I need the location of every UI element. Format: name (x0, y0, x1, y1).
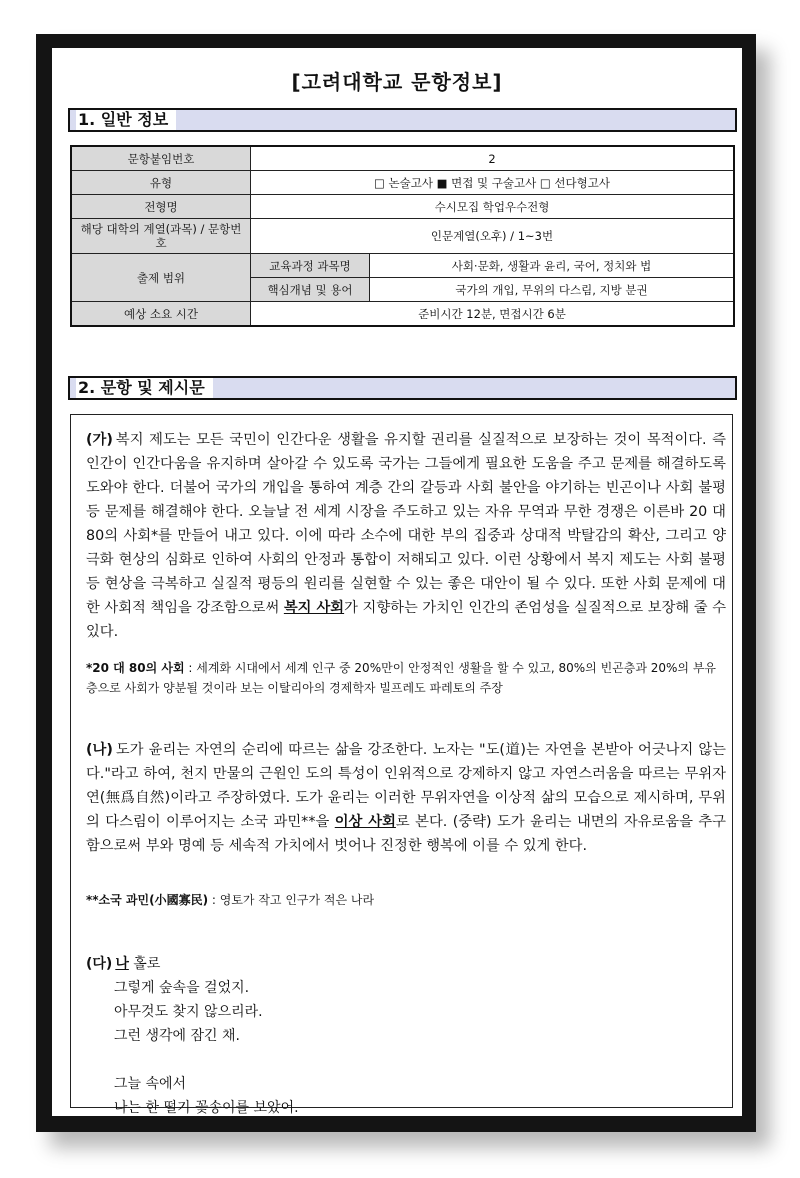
footnote-text: : 세계화 시대에서 세계 인구 중 20%만이 안정적인 생활을 할 수 있고, 80%의 빈곤층과 20%의 부유층으로 사회가 양분될 것이라 보는 이탈리아의 경제학자 빌프레도 파레토의 주장 (86, 661, 717, 695)
scope-key: 출제 범위 (71, 254, 251, 302)
passage-text: 가 지향하는 가치인 인간의 존엄성을 실질적으로 보장해 줄 수 있다. (86, 600, 727, 640)
row-value: 수시모집 학업우수전형 (251, 195, 735, 219)
section-label: 2. 문항 및 제시문 (76, 378, 213, 398)
underlined-term: 복지 사회 (283, 600, 345, 616)
poem-blank-line (86, 1048, 686, 1072)
row-value: □ 논술고사 ■ 면접 및 구술고사 □ 선다형고사 (251, 171, 735, 195)
table-row (71, 254, 734, 278)
section-general-info-header (68, 108, 737, 132)
scope-sub-label: 교육과정 과목명 (251, 254, 370, 278)
footnote-na (86, 890, 726, 910)
row-key: 문항붙임번호 (71, 146, 251, 171)
underlined-term: 나 (115, 956, 129, 972)
poem-line: 아무것도 찾지 않으리라. (114, 1004, 263, 1020)
poem-text: 홀로 (128, 956, 161, 972)
passage-text: 로 본다. (중략) 도가 윤리는 내면의 자유로움을 추구함으로써 부와 명예 등 세속적 가치에서 벗어나 진정한 행복에 이를 수 있게 한다. (86, 814, 726, 854)
scope-sub-value: 국가의 개입, 무위의 다스림, 지방 분권 (370, 278, 735, 302)
passage-text: 복지 제도는 모든 국민이 인간다운 생활을 유지할 권리를 실질적으로 보장하는 것이 목적이다. 즉 인간이 인간다움을 유지하며 살아갈 수 있도록 국가는 그들에게 필요한 도움을 주고 문제를 해결하도록 도와야 한다. 더불어 국가의 개입을 통하여 계층 간의 갈등과 사회 불안을 야기하는 빈곤이나 사회 불평등 문제를 해결해야 한다. 오늘날 전 세계 시장을 주도하고 있는 자유 무역과 무한 경쟁은 이른바 20 대 80의 사회*를 만들어 내고 있다. 이에 따라 소수에 대한 부의 집중과 상대적 박탈감의 확산, 그리고 양극화 현상의 심화로 인하여 사회의 안정과 통합이 저해되고 있다. 이런 상황에서 복지 제도는 사회 불평등 현상을 극복하고 실질적 평등의 원리를 실현할 수 있는 좋은 대안이 될 수 있다. 또한 사회 문제에 대한 사회적 책임을 강조함으로써 (86, 432, 726, 616)
passage-mark: (나) (86, 742, 113, 758)
row-value: 2 (251, 146, 735, 171)
underlined-term: 이상 사회 (334, 814, 396, 830)
passage-na (86, 738, 726, 858)
row-value: 인문계열(오후) / 1~3번 (251, 219, 735, 254)
table-row (71, 195, 734, 219)
scope-sub-label: 핵심개념 및 용어 (251, 278, 370, 302)
row-key: 예상 소요 시간 (71, 302, 251, 327)
row-value: 준비시간 12분, 면접시간 6분 (251, 302, 735, 327)
poem-first-line (86, 952, 686, 976)
passage-text: 도가 윤리는 자연의 순리에 따르는 삶을 강조한다. 노자는 "도(道)는 자연을 본받아 어긋나지 않는다."라고 하여, 천지 만물의 근원인 도의 특성이 인위적으로 강제하지 않고 자연스러움을 따르는 무위자연(無爲自然)이라고 주장하였다. 도가 윤리는 이러한 무위자연을 이상적 삶의 모습으로 제시하며, 무위의 다스림이 이루어지는 소국 과민**을 (86, 742, 726, 830)
table-row (71, 171, 734, 195)
section-label: 1. 일반 정보 (76, 110, 176, 130)
section-passages-header (68, 376, 737, 400)
scope-sub-value: 사회·문화, 생활과 윤리, 국어, 정치와 법 (370, 254, 735, 278)
passage-mark: (다) (86, 956, 113, 972)
table-row (71, 219, 734, 254)
footnote-ga (86, 658, 726, 698)
passage-mark: (가) (86, 432, 113, 448)
table-row (71, 302, 734, 327)
row-key: 해당 대학의 계열(과목) / 문항번호 (71, 219, 251, 254)
page-title: [고려대학교 문항정보] (291, 70, 503, 94)
footnote-term: *20 대 80의 사회 (86, 661, 185, 675)
info-table (70, 145, 735, 327)
poem-line: 그런 생각에 잠긴 채. (114, 1028, 240, 1044)
table-row (71, 146, 734, 171)
row-key: 전형명 (71, 195, 251, 219)
passage-ga (86, 428, 726, 644)
poem-line: 그늘 속에서 (114, 1076, 187, 1092)
poem-line: 나는 한 떨기 꽃송이를 보았어. (114, 1100, 299, 1116)
row-key: 유형 (71, 171, 251, 195)
document-page (52, 48, 742, 1116)
footnote-term: **소국 과민(小國寡民) (86, 893, 209, 907)
passage-da (86, 952, 686, 1120)
footnote-text: : 영토가 작고 인구가 적은 나라 (208, 893, 375, 907)
poem-line: 그렇게 숲속을 걸었지. (114, 980, 250, 996)
